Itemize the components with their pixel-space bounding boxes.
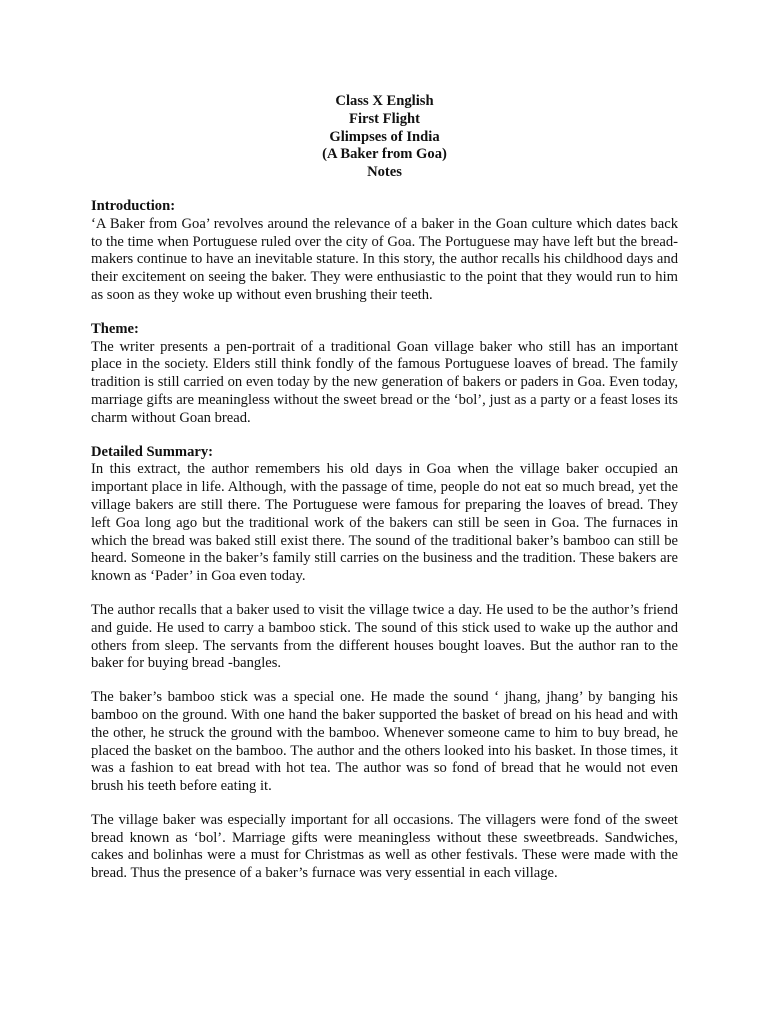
body-paragraph-3	[91, 812, 678, 883]
section-heading: Theme:	[91, 320, 139, 337]
paragraph: The writer presents a pen-portrait of a traditional Goan village baker who still has an important place in the society. Elders still think fondly of the famous Portuguese loaves of bread. The family tradition is still carried on even today by the new generation of bakers or paders in Goa. Even today, marriage gifts are meaningless without the sweet bread or the ‘bol’, just as a party or a feast loses its charm without Goan bread.	[91, 338, 678, 426]
header-book-line: First Flight	[349, 110, 420, 127]
section-heading: Introduction:	[91, 197, 176, 214]
paragraph: In this extract, the author remembers his old days in Goa when the village baker occupied an important place in life. Although, with the passage of time, people do not eat so much bread, yet the village bakers are still there. The Portuguese were famous for preparing the loaves of bread. They left Goa long ago but the traditional work of the bakers can still be seen in Goa. The furnaces in which the bread was baked still exist there. The sound of the traditional baker’s bamboo can still be heard. Someone in the baker’s family still carries on the business and the tradition. These bakers are known as ‘Pader’ in Goa even today.	[91, 461, 678, 585]
paragraph: The baker’s bamboo stick was a special one. He made the sound ‘ jhang, jhang’ by banging his bamboo on the ground. With one hand the baker supported the basket of bread on his head and with the other, he struck the ground with the bamboo. Whenever someone came to him to buy bread, he placed the basket on the bamboo. The author and the others looked into his basket. In those times, it was a fashion to eat bread with hot tea. The author was so fond of bread that he would not even brush his teeth before eating it.	[91, 689, 678, 795]
section-detailed-summary	[91, 444, 678, 586]
section-heading: Detailed Summary:	[91, 443, 214, 460]
section-theme	[91, 321, 678, 428]
header-notes-line: Notes	[367, 164, 402, 181]
paragraph: The village baker was especially important for all occasions. The villagers were fond of the sweet bread known as ‘bol’. Marriage gifts were meaningless without these sweetbreads. Sandwiches, cakes and bolinhas were a must for Christmas as well as other festivals. These were made with the bread. Thus the presence of a baker’s furnace was very essential in each village.	[91, 811, 678, 882]
document-page	[91, 93, 678, 899]
body-paragraph-1	[91, 602, 678, 673]
document-header	[91, 93, 678, 182]
header-chapter-line: Glimpses of India	[329, 128, 440, 145]
paragraph: ‘A Baker from Goa’ revolves around the relevance of a baker in the Goan culture which dates back to the time when Portuguese ruled over the city of Goa. The Portuguese may have left but the bread-makers continue to have an inevitable stature. In this story, the author recalls his childhood days and their excitement on seeing the baker. They were enthusiastic to the point that they would run to him as soon as they woke up without even brushing their teeth.	[91, 215, 678, 303]
section-introduction	[91, 198, 678, 305]
paragraph: The author recalls that a baker used to visit the village twice a day. He used to be the author’s friend and guide. He used to carry a bamboo stick. The sound of this stick used to wake up the author and others from sleep. The servants from the different houses bought loaves. But the author ran to the baker for buying bread -bangles.	[91, 601, 678, 672]
header-story-line: (A Baker from Goa)	[322, 146, 447, 163]
header-class-line: Class X English	[335, 93, 434, 109]
body-paragraph-2	[91, 689, 678, 796]
